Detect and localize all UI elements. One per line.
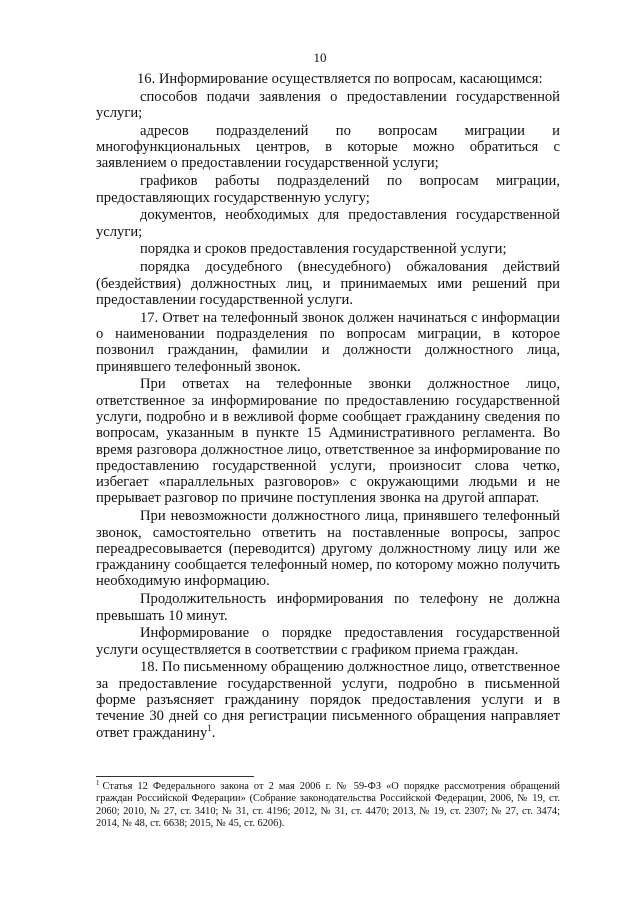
footnote-reference: 1: [207, 722, 212, 733]
list-item-appeal-procedure: порядка досудебного (внесудебного) обжалования действий (бездействия) должностных лиц, и принимаемых ими решений при предоставлении государственной услуги.: [96, 259, 560, 308]
paragraph-redirect: При невозможности должностного лица, принявшего телефонный звонок, самостоятельно ответить на поставленные вопросы, запрос переадресовывается (переводится) другому должностному лицу или же гражданину сообщается телефонный номер, по которому можно получить необходимую информацию.: [96, 508, 560, 590]
footnote-divider: [96, 776, 254, 777]
list-item-submission-methods: способов подачи заявления о предоставлении государственной услуги;: [96, 88, 560, 122]
document-body: [96, 71, 560, 742]
footnote-text: Статья 12 Федерального закона от 2 мая 2006 г. № 59-ФЗ «О порядке рассмотрения обращений граждан Российской Федерации» (Собрание законодательства Российской Федерации, 2006, № 19, ст. 2060; 2010, № 27, ст. 3410; № 31, ст. 4196; 2012, № 31, ст. 4470; 2013, № 19, ст. 2307; № 27, ст. 3474; 2014, № 48, ст. 6638; 2015, № 45, ст. 6206).: [96, 781, 560, 829]
paragraph-17: 17. Ответ на телефонный звонок должен начинаться с информации о наименовании подразделения по вопросам миграции, в которое позвонил гражданин, фамилии и должности должностного лица, принявшего телефонный звонок.: [96, 309, 560, 375]
paragraph-18-text: 18. По письменному обращению должностное лицо, ответственное за предоставление государственной услуги, подробно в письменной форме разъясняет гражданину порядок предоставления услуги и в течение 30 дней со дня регистрации письменного обращения направляет ответ гражданину: [96, 659, 560, 741]
paragraph-phone-answers: При ответах на телефонные звонки должностное лицо, ответственное за информирование по предоставлению государственной услуги, подробно и в вежливой форме сообщает гражданину сведения по вопросам, указанным в пункте 15 Административного регламента. Во время разговора должностное лицо, ответственное за информирование по предоставлению государственной услуги, произносит слова четко, избегает «параллельных разговоров» с окружающими людьми и не прерывает разговор по причине поступления звонка на другой аппарат.: [96, 376, 560, 507]
footnote-marker: 1: [96, 778, 100, 787]
footnote: [96, 778, 560, 830]
page-number: 10: [313, 50, 327, 65]
paragraph-schedule: Информирование о порядке предоставления государственной услуги осуществляется в соответствии с графиком приема граждан.: [96, 625, 560, 658]
paragraph-18: 18. По письменному обращению должностное лицо, ответственное за предоставление государственной услуги, подробно в письменной форме разъясняет гражданину порядок предоставления услуги и в течение 30 дней со дня регистрации письменного обращения направляет ответ гражданину$^1$.: [96, 659, 560, 741]
list-item-documents: документов, необходимых для предоставления государственной услуги;: [96, 207, 560, 240]
paragraph-duration: Продолжительность информирования по телефону не должна превышать 10 минут.: [96, 591, 560, 624]
paragraph-16-intro: 16. Информирование осуществляется по вопросам, касающимся:: [137, 71, 543, 87]
list-item-schedules: графиков работы подразделений по вопросам миграции, предоставляющих государственную услугу;: [96, 173, 560, 206]
list-item-addresses: адресов подразделений по вопросам миграции и многофункциональных центров, в которые можно обратиться с заявлением о предоставлении государственной услуги;: [96, 122, 560, 172]
list-item-procedure-terms: порядка и сроков предоставления государственной услуги;: [140, 241, 507, 258]
